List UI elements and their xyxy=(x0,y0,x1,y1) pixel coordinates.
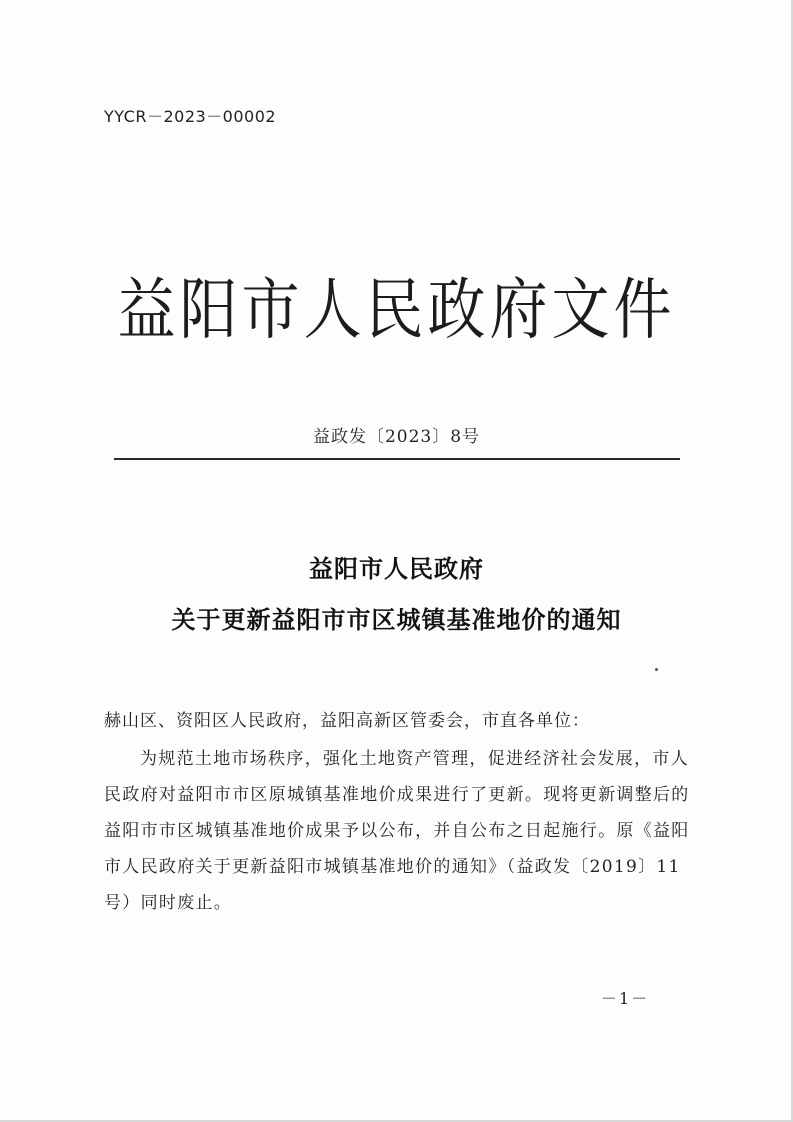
document-title-line-2: 关于更新益阳市市区城镇基准地价的通知 xyxy=(171,605,622,634)
recipients-line: 赫山区、资阳区人民政府，益阳高新区管委会，市直各单位： xyxy=(104,711,590,731)
document-code: YYCR－2023－00002 xyxy=(104,107,277,126)
document-number: 益政发〔2023〕8号 xyxy=(312,427,481,447)
document-title-line-1: 益阳市人民政府 xyxy=(309,554,484,583)
issuer-header: 益阳市人民政府文件 xyxy=(117,270,676,349)
scan-speck xyxy=(655,668,658,671)
header-divider xyxy=(114,458,680,460)
page-number: －1－ xyxy=(601,989,650,1008)
body-paragraph: 为规范土地市场秩序，强化土地资产管理，促进经济社会发展，市人民政府对益阳市市区原城镇基准地价成果进行了更新。现将更新调整后的益阳市市区城镇基准地价成果予以公布，并自公布之日起施行。原《益阳市人民政府关于更新益阳市城镇基准地价的通知》（益政发〔2019〕11号）同时废止。 xyxy=(104,749,690,913)
